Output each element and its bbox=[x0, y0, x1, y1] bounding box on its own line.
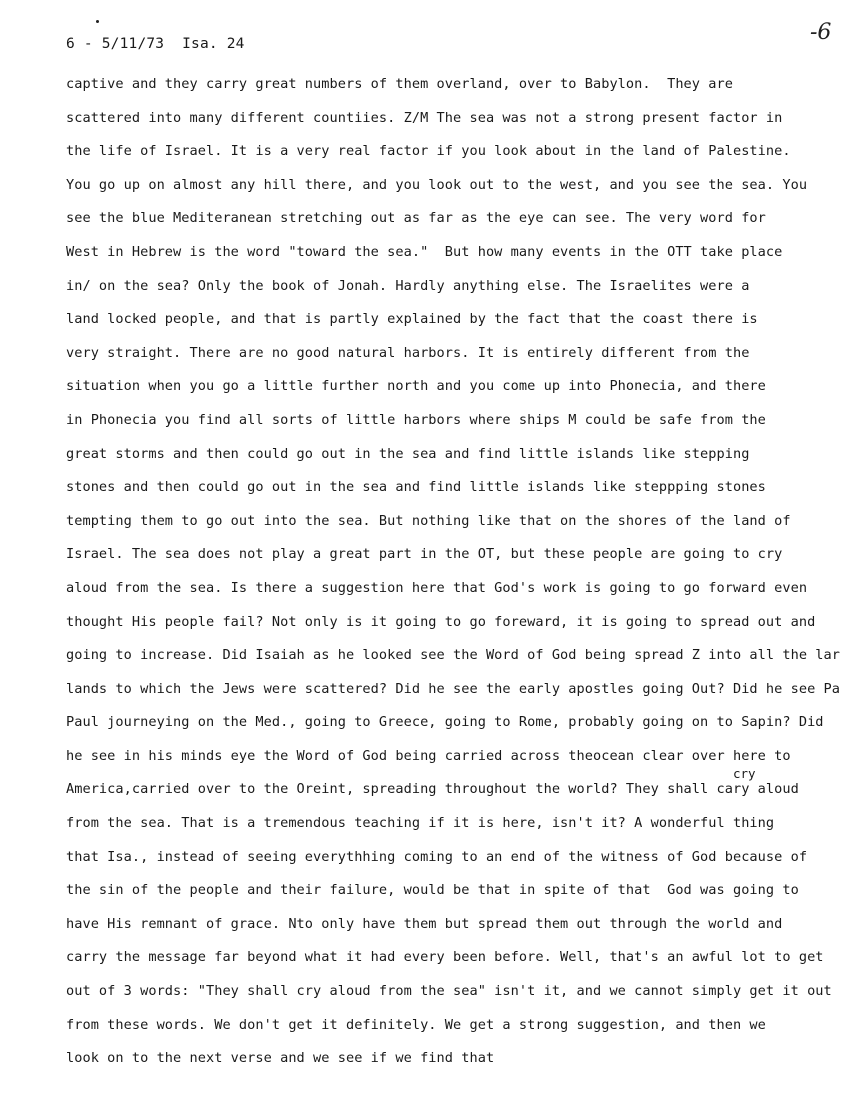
text-line: captive and they carry great numbers of them overland, over to Babylon. They are bbox=[66, 76, 733, 92]
text-line: very straight. There are no good natural harbors. It is entirely different from the bbox=[66, 344, 750, 361]
text-line: see the blue Mediteranean stretching out as far as the eye can see. The very word for bbox=[66, 210, 766, 227]
text-line: that Isa., instead of seeing everythhing coming to an end of the witness of God because of bbox=[66, 848, 808, 865]
text-line: situation when you go a little further north and you come up into Phonecia, and there bbox=[66, 378, 766, 395]
text-line: aloud from the sea. Is there a suggestion here that God's work is going to go forward even bbox=[66, 579, 808, 596]
interlinear-correction: cry bbox=[733, 766, 756, 781]
text-line: You go up on almost any hill there, and you look out to the west, and you see the sea. You bbox=[66, 176, 808, 193]
transcript-body bbox=[66, 74, 854, 1082]
text-line: Israel. The sea does not play a great part in the OT, but these people are going to cry bbox=[66, 546, 783, 563]
text-line: the life of Israel. It is a very real factor if you look about in the land of Palestine. bbox=[66, 143, 791, 160]
text-line: going to increase. Did Isaiah as he looked see the Word of God being spread Z into all the lar bbox=[66, 647, 841, 664]
text-line: West in Hebrew is the word "toward the sea." But how many events in the OTT take place bbox=[66, 243, 783, 260]
page-header: 6 - 5/11/73 Isa. 24 bbox=[66, 36, 245, 52]
text-line: Paul journeying on the Med., going to Greece, going to Rome, probably going on to Sapin? Did bbox=[66, 714, 824, 731]
text-line: from the sea. That is a tremendous teaching if it is here, isn't it? A wonderful thing bbox=[66, 815, 775, 832]
text-line: carry the message far beyond what it had every been before. Well, that's an awful lot to get bbox=[66, 949, 824, 966]
text-line: from these words. We don't get it definitely. We get a strong suggestion, and then we bbox=[66, 1016, 766, 1033]
text-line: tempting them to go out into the sea. But nothing like that on the shores of the land of bbox=[66, 512, 791, 529]
text-line: great storms and then could go out in the sea and find little islands like stepping bbox=[66, 445, 750, 462]
text-line: he see in his minds eye the Word of God being carried across theocean clear over here to bbox=[66, 747, 791, 764]
text-line: thought His people fail? Not only is it going to go foreward, it is going to spread out and bbox=[66, 613, 816, 630]
text-line: in Phonecia you find all sorts of little harbors where ships M could be safe from the bbox=[66, 411, 766, 428]
text-line: the sin of the people and their failure, would be that in spite of that God was going to bbox=[66, 882, 799, 899]
text-line: scattered into many different countiies. Z/M The sea was not a strong present factor in bbox=[66, 109, 783, 126]
text-line: land locked people, and that is partly explained by the fact that the coast there is bbox=[66, 311, 758, 328]
text-line: stones and then could go out in the sea and find little islands like steppping stones bbox=[66, 479, 766, 496]
text-line: out of 3 words: "They shall cry aloud from the sea" isn't it, and we cannot simply get it out bbox=[66, 983, 832, 1000]
page-number: -6 bbox=[810, 20, 832, 45]
text-line: lands to which the Jews were scattered? Did he see the early apostles going Out? Did he see Pa bbox=[66, 680, 841, 697]
text-line: America,carried over to the Oreint, spreading throughout the world? They shall cary aloud bbox=[66, 781, 799, 798]
text-line: look on to the next verse and we see if we find that bbox=[66, 1050, 495, 1067]
text-line: in/ on the sea? Only the book of Jonah. Hardly anything else. The Israelites were a bbox=[66, 277, 750, 294]
stray-mark bbox=[96, 20, 99, 23]
text-line: have His remnant of grace. Nto only have them but spread them out through the world and bbox=[66, 915, 783, 932]
